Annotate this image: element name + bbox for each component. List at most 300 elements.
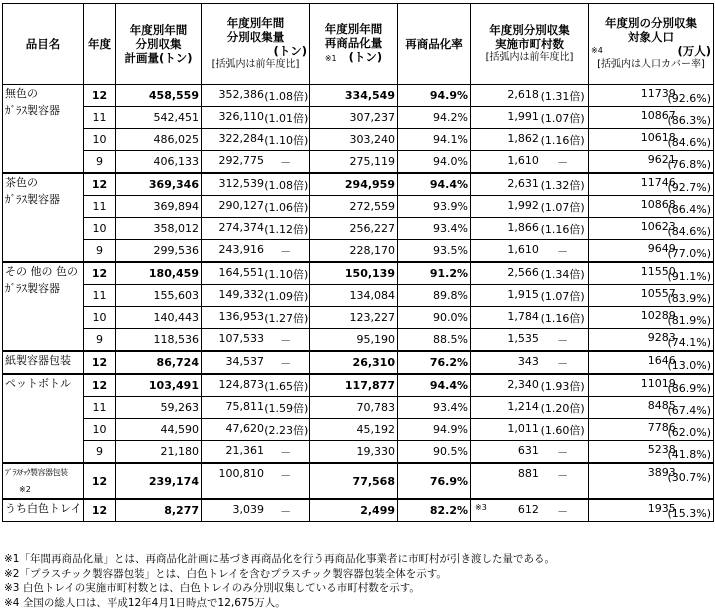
category-cell bbox=[3, 463, 84, 499]
collected-value: 164,551 bbox=[218, 266, 265, 279]
year-cell: 10 bbox=[84, 419, 116, 441]
footnote-2: ※2「プラスチック製容器包装」とは、白色トレイを含むプラスチック製容器包装全体を示す。 bbox=[4, 567, 447, 580]
pop-value: 1935 bbox=[647, 502, 676, 515]
collected-cell bbox=[202, 499, 310, 522]
munis-cell bbox=[471, 285, 589, 307]
collected-ratio: (1.06倍) bbox=[264, 201, 309, 214]
pop-value: 9649 bbox=[647, 242, 676, 255]
recycled-cell: 2,499 bbox=[310, 499, 398, 522]
pop-value: 7786 bbox=[647, 421, 676, 434]
pop-cell bbox=[589, 218, 714, 240]
planned-cell: 103,491 bbox=[116, 374, 202, 397]
collected-ratio: (1.01倍) bbox=[264, 112, 309, 125]
planned-cell: 86,724 bbox=[116, 351, 202, 374]
munis-value: 881 bbox=[517, 467, 539, 480]
collected-cell bbox=[202, 285, 310, 307]
pop-value: 10557 bbox=[640, 287, 676, 300]
collected-value: 326,110 bbox=[218, 110, 265, 123]
collected-value: 322,284 bbox=[218, 132, 265, 145]
planned-cell: 155,603 bbox=[116, 285, 202, 307]
collected-cell bbox=[202, 173, 310, 196]
rate-cell: 94.4% bbox=[398, 173, 471, 196]
year-cell: 12 bbox=[84, 85, 116, 107]
category-cell bbox=[3, 499, 84, 522]
munis-value: 1,991 bbox=[507, 110, 539, 123]
rate-cell: 93.4% bbox=[398, 218, 471, 240]
planned-cell: 369,894 bbox=[116, 196, 202, 218]
coverage-value: (92.6%) bbox=[667, 92, 711, 105]
header-item: 品目名 bbox=[3, 4, 84, 85]
category-cell bbox=[3, 173, 84, 262]
collected-cell bbox=[202, 374, 310, 397]
category-name-line: ※2 bbox=[19, 485, 31, 494]
table-row bbox=[3, 85, 714, 107]
table-row bbox=[3, 329, 714, 352]
coverage-value: (84.6%) bbox=[667, 136, 711, 149]
munis-value: 1,866 bbox=[507, 221, 539, 234]
footnote-1: ※1「年間再商品化量」とは、再商品化計画に基づき再商品化を行う再商品化事業者に市町村が引き渡した量である。 bbox=[4, 553, 555, 565]
rate-cell: 93.9% bbox=[398, 196, 471, 218]
year-cell: 11 bbox=[84, 107, 116, 129]
pop-value: 10618 bbox=[640, 131, 676, 144]
category-name-line: ｶﾞﾗｽ製容器 bbox=[5, 104, 60, 117]
collected-ratio: (1.08倍) bbox=[264, 179, 309, 192]
planned-cell: 369,346 bbox=[116, 173, 202, 196]
rate-cell: 91.2% bbox=[398, 262, 471, 285]
coverage-value: (74.1%) bbox=[667, 336, 711, 349]
collected-ratio: － bbox=[280, 156, 292, 169]
collected-value: 292,775 bbox=[218, 154, 265, 167]
recycled-cell: 77,568 bbox=[310, 463, 398, 499]
category-cell bbox=[3, 351, 84, 374]
year-cell: 11 bbox=[84, 397, 116, 419]
rate-cell: 93.4% bbox=[398, 397, 471, 419]
category-cell bbox=[3, 85, 84, 174]
munis-note: ※3 bbox=[475, 503, 487, 512]
munis-ratio: (1.31倍) bbox=[540, 90, 585, 103]
recycled-cell: 334,549 bbox=[310, 85, 398, 107]
collected-ratio: (1.10倍) bbox=[264, 134, 309, 147]
collected-value: 100,810 bbox=[218, 467, 265, 480]
year-cell: 11 bbox=[84, 285, 116, 307]
table-row bbox=[3, 397, 714, 419]
year-cell: 10 bbox=[84, 129, 116, 151]
munis-value: 612 bbox=[517, 503, 539, 516]
table-row bbox=[3, 374, 714, 397]
collected-value: 3,039 bbox=[232, 503, 265, 516]
collected-cell bbox=[202, 129, 310, 151]
munis-cell bbox=[471, 107, 589, 129]
munis-value: 2,618 bbox=[507, 88, 539, 101]
rate-cell: 82.2% bbox=[398, 499, 471, 522]
table-row bbox=[3, 351, 714, 374]
category-name-line: うち白色トレイ bbox=[5, 502, 82, 515]
collected-value: 149,332 bbox=[218, 288, 265, 301]
pop-cell bbox=[589, 441, 714, 464]
category-name-line: 紙製容器包装 bbox=[5, 354, 71, 367]
munis-cell bbox=[471, 499, 589, 522]
collected-ratio: (1.08倍) bbox=[264, 90, 309, 103]
munis-cell bbox=[471, 85, 589, 107]
munis-cell bbox=[471, 419, 589, 441]
pop-value: 10868 bbox=[640, 198, 676, 211]
coverage-value: (62.0%) bbox=[667, 426, 711, 439]
table-row bbox=[3, 285, 714, 307]
collected-cell bbox=[202, 307, 310, 329]
planned-cell: 44,590 bbox=[116, 419, 202, 441]
munis-value: 2,631 bbox=[507, 177, 539, 190]
collected-ratio: (1.27倍) bbox=[264, 312, 309, 325]
collected-ratio: (1.12倍) bbox=[264, 223, 309, 236]
munis-ratio: (1.34倍) bbox=[540, 268, 585, 281]
planned-cell: 8,277 bbox=[116, 499, 202, 522]
collected-value: 312,539 bbox=[218, 177, 265, 190]
year-cell: 12 bbox=[84, 374, 116, 397]
coverage-value: (92.7%) bbox=[667, 181, 711, 194]
pop-cell bbox=[589, 329, 714, 352]
recycled-cell: 256,227 bbox=[310, 218, 398, 240]
pop-cell bbox=[589, 129, 714, 151]
collected-cell bbox=[202, 397, 310, 419]
year-cell: 10 bbox=[84, 307, 116, 329]
pop-cell bbox=[589, 262, 714, 285]
collected-value: 34,537 bbox=[225, 355, 265, 368]
header-planned: 年度別年間 分別収集 計画量(トン) bbox=[116, 4, 202, 85]
rate-cell: 88.5% bbox=[398, 329, 471, 352]
header-munis: 年度別分別収集 実施市町村数 [括弧内は前年度比] bbox=[471, 4, 589, 85]
pop-cell bbox=[589, 285, 714, 307]
munis-ratio: (1.07倍) bbox=[540, 201, 585, 214]
munis-value: 1,610 bbox=[507, 243, 539, 256]
table-row bbox=[3, 463, 714, 499]
rate-cell: 90.5% bbox=[398, 441, 471, 464]
munis-value: 1,214 bbox=[507, 400, 539, 413]
collected-ratio: (1.09倍) bbox=[264, 290, 309, 303]
munis-cell bbox=[471, 329, 589, 352]
pop-value: 9621 bbox=[647, 153, 676, 166]
category-cell bbox=[3, 374, 84, 463]
table-row bbox=[3, 499, 714, 522]
collected-ratio: － bbox=[280, 357, 292, 370]
coverage-value: (15.3%) bbox=[667, 507, 711, 520]
table-row bbox=[3, 262, 714, 285]
pop-cell bbox=[589, 240, 714, 263]
footnote-4: ※4 全国の総人口は、平成12年4月1日時点で12,675万人。 bbox=[4, 596, 286, 609]
coverage-value: (81.9%) bbox=[667, 314, 711, 327]
header-rate: 再商品化率 bbox=[398, 4, 471, 85]
table-row bbox=[3, 240, 714, 263]
coverage-value: (30.7%) bbox=[667, 471, 711, 484]
munis-cell bbox=[471, 351, 589, 374]
munis-cell bbox=[471, 240, 589, 263]
collected-value: 352,386 bbox=[218, 88, 265, 101]
collected-value: 21,361 bbox=[225, 444, 265, 457]
munis-cell bbox=[471, 463, 589, 499]
pop-value: 3893 bbox=[647, 466, 676, 479]
recycled-cell: 294,959 bbox=[310, 173, 398, 196]
collected-ratio: － bbox=[280, 446, 292, 459]
munis-ratio: (1.16倍) bbox=[540, 223, 585, 236]
year-cell: 9 bbox=[84, 240, 116, 263]
collected-value: 107,533 bbox=[218, 332, 265, 345]
year-cell: 12 bbox=[84, 262, 116, 285]
year-cell: 9 bbox=[84, 441, 116, 464]
munis-cell bbox=[471, 307, 589, 329]
planned-cell: 406,133 bbox=[116, 151, 202, 174]
coverage-value: (41.8%) bbox=[667, 448, 711, 461]
collected-cell bbox=[202, 419, 310, 441]
munis-value: 1,535 bbox=[507, 332, 539, 345]
recycled-cell: 95,190 bbox=[310, 329, 398, 352]
footnotes bbox=[4, 552, 555, 610]
pop-cell bbox=[589, 151, 714, 174]
year-cell: 11 bbox=[84, 196, 116, 218]
rate-cell: 94.4% bbox=[398, 374, 471, 397]
pop-value: 11019 bbox=[640, 377, 676, 390]
munis-cell bbox=[471, 374, 589, 397]
collected-value: 75,811 bbox=[225, 400, 265, 413]
pop-cell bbox=[589, 463, 714, 499]
coverage-value: (67.4%) bbox=[667, 404, 711, 417]
pop-cell bbox=[589, 85, 714, 107]
munis-cell bbox=[471, 151, 589, 174]
recycled-cell: 26,310 bbox=[310, 351, 398, 374]
planned-cell: 486,025 bbox=[116, 129, 202, 151]
munis-value: 1,610 bbox=[507, 154, 539, 167]
year-cell: 9 bbox=[84, 151, 116, 174]
collected-value: 290,127 bbox=[218, 199, 265, 212]
pop-value: 5238 bbox=[647, 443, 676, 456]
munis-cell bbox=[471, 262, 589, 285]
year-cell: 10 bbox=[84, 218, 116, 240]
table-row bbox=[3, 173, 714, 196]
rate-cell: 76.9% bbox=[398, 463, 471, 499]
collected-ratio: － bbox=[280, 245, 292, 258]
collected-value: 124,873 bbox=[218, 378, 265, 391]
munis-ratio: (1.16倍) bbox=[540, 134, 585, 147]
pop-cell bbox=[589, 419, 714, 441]
planned-cell: 239,174 bbox=[116, 463, 202, 499]
year-cell: 12 bbox=[84, 499, 116, 522]
planned-cell: 542,451 bbox=[116, 107, 202, 129]
munis-value: 1,784 bbox=[507, 310, 539, 323]
pop-value: 11739 bbox=[640, 87, 676, 100]
pop-cell bbox=[589, 374, 714, 397]
munis-cell bbox=[471, 218, 589, 240]
coverage-value: (77.0%) bbox=[667, 247, 711, 260]
recycled-cell: 275,119 bbox=[310, 151, 398, 174]
table-row bbox=[3, 307, 714, 329]
munis-value: 1,011 bbox=[507, 422, 539, 435]
table-row bbox=[3, 107, 714, 129]
recycled-cell: 70,783 bbox=[310, 397, 398, 419]
recycled-cell: 19,330 bbox=[310, 441, 398, 464]
collected-value: 243,916 bbox=[218, 243, 265, 256]
coverage-value: (13.0%) bbox=[667, 359, 711, 372]
munis-ratio: (1.16倍) bbox=[540, 312, 585, 325]
category-name-line: ｶﾞﾗｽ製容器 bbox=[5, 282, 60, 295]
category-cell bbox=[3, 262, 84, 351]
munis-cell bbox=[471, 173, 589, 196]
pop-value: 8485 bbox=[647, 399, 676, 412]
planned-cell: 59,263 bbox=[116, 397, 202, 419]
recycling-table bbox=[2, 3, 714, 522]
collected-ratio: (1.59倍) bbox=[264, 402, 309, 415]
pop-value: 11550 bbox=[640, 265, 676, 278]
pop-value: 9283 bbox=[647, 331, 676, 344]
recycled-cell: 150,139 bbox=[310, 262, 398, 285]
category-name-line: ペットボトル bbox=[5, 377, 71, 390]
coverage-value: (86.9%) bbox=[667, 382, 711, 395]
munis-value: 1,862 bbox=[507, 132, 539, 145]
header-row bbox=[3, 4, 714, 85]
header-year: 年度 bbox=[84, 4, 116, 85]
planned-cell: 140,443 bbox=[116, 307, 202, 329]
rate-cell: 94.1% bbox=[398, 129, 471, 151]
munis-value: 1,915 bbox=[507, 288, 539, 301]
table-row bbox=[3, 196, 714, 218]
recycled-cell: 303,240 bbox=[310, 129, 398, 151]
collected-cell bbox=[202, 262, 310, 285]
collected-ratio: － bbox=[280, 334, 292, 347]
rate-cell: 94.9% bbox=[398, 419, 471, 441]
table-body bbox=[3, 85, 714, 522]
pop-value: 1646 bbox=[647, 354, 676, 367]
collected-cell bbox=[202, 107, 310, 129]
munis-ratio: (1.20倍) bbox=[540, 402, 585, 415]
munis-ratio: － bbox=[557, 469, 569, 482]
header-collected: 年度別年間 分別収集量 (トン) [括弧内は前年度比] bbox=[202, 4, 310, 85]
planned-cell: 299,536 bbox=[116, 240, 202, 263]
recycled-cell: 228,170 bbox=[310, 240, 398, 263]
coverage-value: (91.1%) bbox=[667, 270, 711, 283]
collected-ratio: (1.65倍) bbox=[264, 380, 309, 393]
pop-cell bbox=[589, 351, 714, 374]
munis-ratio: － bbox=[557, 156, 569, 169]
munis-value: 2,340 bbox=[507, 378, 539, 391]
rate-cell: 93.5% bbox=[398, 240, 471, 263]
collected-ratio: (2.23倍) bbox=[264, 424, 309, 437]
coverage-value: (86.3%) bbox=[667, 114, 711, 127]
coverage-value: (76.8%) bbox=[667, 158, 711, 171]
pop-value: 11746 bbox=[640, 176, 676, 189]
coverage-value: (83.9%) bbox=[667, 292, 711, 305]
year-cell: 12 bbox=[84, 173, 116, 196]
munis-value: 631 bbox=[517, 444, 539, 457]
munis-value: 343 bbox=[517, 355, 539, 368]
table-row bbox=[3, 419, 714, 441]
pop-cell bbox=[589, 196, 714, 218]
table-row bbox=[3, 129, 714, 151]
collected-ratio: － bbox=[280, 469, 292, 482]
pop-value: 10867 bbox=[640, 109, 676, 122]
rate-cell: 94.0% bbox=[398, 151, 471, 174]
year-cell: 9 bbox=[84, 329, 116, 352]
pop-cell bbox=[589, 173, 714, 196]
collected-cell bbox=[202, 151, 310, 174]
collected-value: 274,374 bbox=[218, 221, 265, 234]
rate-cell: 89.8% bbox=[398, 285, 471, 307]
munis-ratio: － bbox=[557, 446, 569, 459]
munis-ratio: (1.60倍) bbox=[540, 424, 585, 437]
munis-ratio: (1.07倍) bbox=[540, 112, 585, 125]
rate-cell: 76.2% bbox=[398, 351, 471, 374]
munis-cell bbox=[471, 196, 589, 218]
recycled-cell: 45,192 bbox=[310, 419, 398, 441]
pop-cell bbox=[589, 107, 714, 129]
collected-ratio: (1.10倍) bbox=[264, 268, 309, 281]
table-row bbox=[3, 218, 714, 240]
collected-value: 136,953 bbox=[218, 310, 265, 323]
collected-cell bbox=[202, 463, 310, 499]
recycled-cell: 134,084 bbox=[310, 285, 398, 307]
recycled-cell: 123,227 bbox=[310, 307, 398, 329]
coverage-value: (86.4%) bbox=[667, 203, 711, 216]
planned-cell: 21,180 bbox=[116, 441, 202, 464]
year-cell: 12 bbox=[84, 463, 116, 499]
munis-cell bbox=[471, 397, 589, 419]
collected-cell bbox=[202, 351, 310, 374]
collected-cell bbox=[202, 329, 310, 352]
munis-ratio: (1.07倍) bbox=[540, 290, 585, 303]
category-name-line: ｶﾞﾗｽ製容器 bbox=[5, 193, 60, 206]
munis-cell bbox=[471, 441, 589, 464]
munis-cell bbox=[471, 129, 589, 151]
category-name-line: 茶色の bbox=[5, 176, 38, 189]
category-name-line: その 他の 色の bbox=[5, 265, 78, 278]
year-cell: 12 bbox=[84, 351, 116, 374]
footnote-3: ※3 白色トレイの実施市町村数とは、白色トレイのみ分別収集している市町村数を示す。 bbox=[4, 582, 420, 594]
recycled-cell: 117,877 bbox=[310, 374, 398, 397]
header-pop: 年度別の分別収集 対象人口 ※4 (万人) [括弧内は人口カバー率] bbox=[589, 4, 714, 85]
pop-value: 10623 bbox=[640, 220, 676, 233]
munis-ratio: － bbox=[557, 357, 569, 370]
munis-value: 1,992 bbox=[507, 199, 539, 212]
planned-cell: 180,459 bbox=[116, 262, 202, 285]
recycled-cell: 272,559 bbox=[310, 196, 398, 218]
table-row bbox=[3, 441, 714, 464]
collected-cell bbox=[202, 218, 310, 240]
munis-ratio: (1.93倍) bbox=[540, 380, 585, 393]
coverage-value: (84.6%) bbox=[667, 225, 711, 238]
planned-cell: 358,012 bbox=[116, 218, 202, 240]
category-name-line: 無色の bbox=[5, 87, 38, 100]
planned-cell: 118,536 bbox=[116, 329, 202, 352]
munis-value: 2,566 bbox=[507, 266, 539, 279]
collected-cell bbox=[202, 240, 310, 263]
category-name-line: ﾌﾟﾗｽﾁｯｸ製容器包装 bbox=[5, 468, 68, 477]
rate-cell: 94.2% bbox=[398, 107, 471, 129]
recycled-cell: 307,237 bbox=[310, 107, 398, 129]
pop-cell bbox=[589, 499, 714, 522]
collected-cell bbox=[202, 85, 310, 107]
collected-ratio: － bbox=[280, 505, 292, 518]
pop-cell bbox=[589, 307, 714, 329]
munis-ratio: (1.32倍) bbox=[540, 179, 585, 192]
table-row bbox=[3, 151, 714, 174]
collected-cell bbox=[202, 441, 310, 464]
collected-value: 47,620 bbox=[225, 422, 265, 435]
munis-ratio: － bbox=[557, 505, 569, 518]
collected-cell bbox=[202, 196, 310, 218]
munis-ratio: － bbox=[557, 334, 569, 347]
planned-cell: 458,559 bbox=[116, 85, 202, 107]
munis-ratio: － bbox=[557, 245, 569, 258]
rate-cell: 90.0% bbox=[398, 307, 471, 329]
pop-cell bbox=[589, 397, 714, 419]
rate-cell: 94.9% bbox=[398, 85, 471, 107]
header-recycled: 年度別年間 再商品化量 ※1 (トン) bbox=[310, 4, 398, 85]
